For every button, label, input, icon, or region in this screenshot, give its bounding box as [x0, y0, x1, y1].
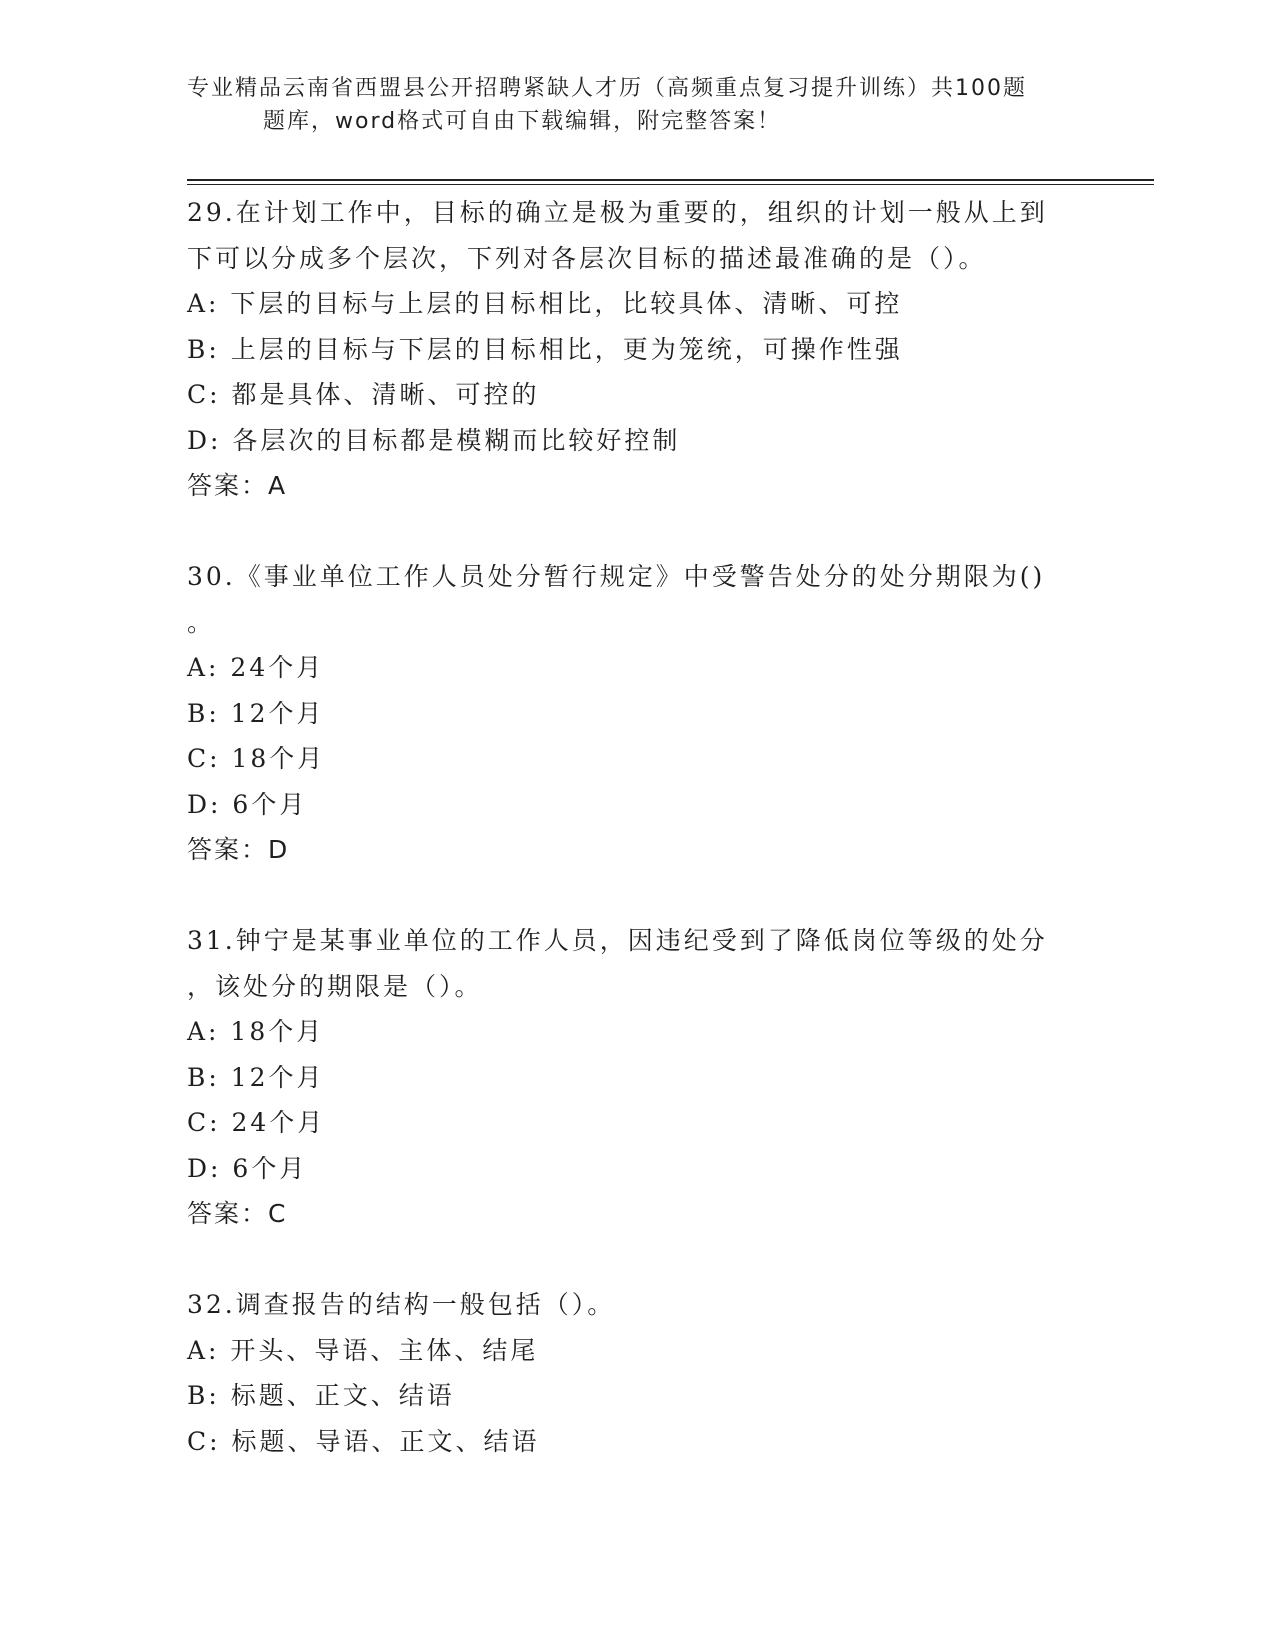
spacer	[187, 873, 1087, 919]
answer-label: 答案：D	[187, 835, 290, 864]
option-a: A: 下层的目标与上层的目标相比，比较具体、清晰、可控	[187, 289, 903, 318]
option-b: B: 12个月	[187, 1062, 325, 1092]
question-text-line: 下可以分成多个层次，下列对各层次目标的描述最准确的是（）。	[187, 243, 987, 273]
option-b: B: 上层的目标与下层的目标相比，更为笼统，可操作性强	[187, 334, 903, 364]
header-title-line-2: 题库，word格式可自由下载编辑，附完整答案！	[263, 109, 782, 134]
header-divider-thin	[187, 184, 1154, 185]
option-b: B: 12个月	[187, 698, 325, 728]
option-c: C: 都是具体、清晰、可控的	[187, 380, 540, 409]
header-divider-thick	[187, 179, 1154, 181]
question-31	[187, 918, 1087, 1237]
header-title-line-1: 专业精品云南省西盟县公开招聘紧缺人才历（高频重点复习提升训练）共100题	[187, 76, 1027, 101]
answer-label: 答案：C	[187, 1199, 288, 1228]
question-text-line: 。	[187, 607, 216, 637]
option-a: A: 18个月	[187, 1017, 325, 1046]
spacer	[187, 1237, 1087, 1283]
question-text-line: 29.在计划工作中，目标的确立是极为重要的，组织的计划一般从上到	[187, 198, 1048, 227]
document-header	[187, 72, 1087, 138]
option-c: C: 18个月	[187, 744, 326, 773]
option-c: C: 标题、导语、正文、结语	[187, 1426, 540, 1456]
option-b: B: 标题、正文、结语	[187, 1381, 455, 1410]
option-d: D: 各层次的目标都是模糊而比较好控制	[187, 425, 681, 455]
question-text-line: 31.钟宁是某事业单位的工作人员，因违纪受到了降低岗位等级的处分	[187, 926, 1048, 955]
question-text-line: 32.调查报告的结构一般包括（）。	[187, 1290, 616, 1319]
option-d: D: 6个月	[187, 789, 308, 819]
option-a: A: 开头、导语、主体、结尾	[187, 1335, 539, 1365]
question-text-line: 30.《事业单位工作人员处分暂行规定》中受警告处分的处分期限为()	[187, 562, 1046, 591]
question-text-line: ，该处分的期限是（）。	[187, 971, 483, 1001]
option-d: D: 6个月	[187, 1153, 308, 1183]
answer-label: 答案：A	[187, 471, 288, 500]
option-a: A: 24个月	[187, 653, 325, 682]
question-list	[187, 190, 1087, 1464]
question-29	[187, 190, 1087, 509]
question-32	[187, 1282, 1087, 1464]
spacer	[187, 509, 1087, 555]
option-c: C: 24个月	[187, 1108, 326, 1137]
question-30	[187, 554, 1087, 873]
